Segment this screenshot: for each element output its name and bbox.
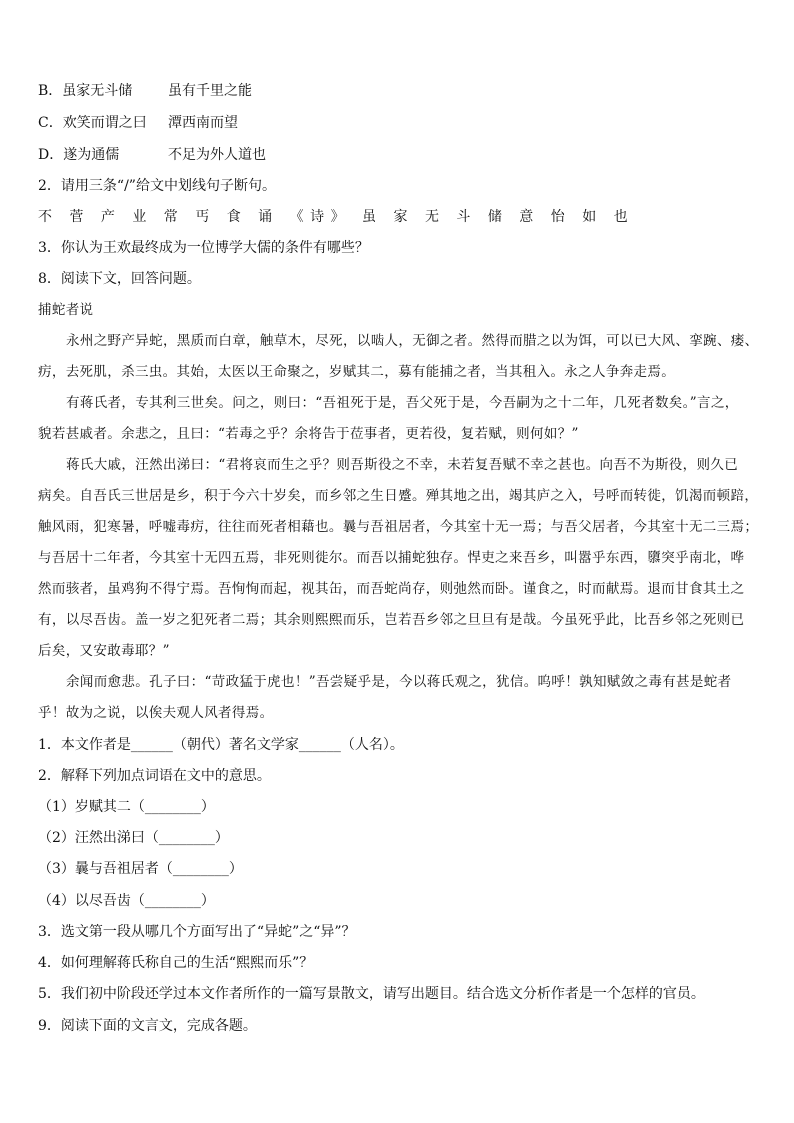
passage-line: 有蒋氏者，专其利三世矣。问之，则曰：“吾祖死于是，吾父死于是，今吾嗣为之十二年，几死者数矣。”言之， — [66, 395, 739, 411]
question-line: 5．我们初中阶段还学过本文作者所作的一篇写景散文，请写出题目。结合选文分析作者是一个怎样的官员。 — [38, 986, 705, 1002]
question-line: （1）岁赋其二（________） — [38, 799, 215, 815]
question-3: 3．你认为王欢最终成为一位博学大儒的条件有哪些？ — [38, 240, 369, 256]
option-d-label: D．遂为通儒 — [38, 147, 120, 163]
passage-line: 病矣。自吾氏三世居是乡，积于今六十岁矣，而乡邻之生日蹙。殚其地之出，竭其庐之入，号呼而转徙，饥渴而顿踣， — [38, 488, 759, 504]
option-d — [38, 145, 756, 165]
passage-line: 后矣，又安敢毒耶？” — [38, 643, 170, 659]
question-line: （2）汪然出涕曰（________） — [38, 830, 229, 846]
passage-line: 与吾居十二年者，今其室十无四五焉，非死则徙尔。而吾以捕蛇独存。悍吏之来吾乡，叫嚣乎东西，隳突乎南北，哗 — [38, 550, 745, 566]
question-line: （4）以尽吾齿（________） — [38, 893, 215, 909]
passage-line: 有，以尽吾齿。盖一岁之犯死者二焉；其余则熙熙而乐，岂若吾乡邻之旦旦有是哉。今虽死乎此，比吾乡邻之死则已 — [38, 612, 745, 628]
passage-line: 触风雨，犯寒暑，呼嘘毒疠，往往而死者相藉也。曩与吾祖居者，今其室十无一焉；与吾父居者，今其室十无二三焉； — [38, 519, 759, 535]
question-line: 4．如何理解蒋氏称自己的生活“熙熙而乐”？ — [38, 955, 314, 971]
passage-line: 然而骇者，虽鸡狗不得宁焉。吾恂恂而起，视其缶，而吾蛇尚存，则弛然而卧。谨食之，时而献焉。退而甘食其土之 — [38, 581, 745, 597]
passage-line: 余闻而愈悲。孔子曰：“苛政猛于虎也！”吾尝疑乎是，今以蒋氏观之，犹信。呜呼！孰知赋敛之毒有甚是蛇者 — [66, 674, 732, 690]
option-b-text: 虽有千里之能 — [168, 83, 252, 99]
question-line: 3．选文第一段从哪几个方面写出了“异蛇”之“异”？ — [38, 924, 356, 940]
option-c-label: C．欢笑而谓之曰 — [38, 115, 147, 131]
question-line: 9．阅读下面的文言文，完成各题。 — [38, 1018, 257, 1034]
option-b — [38, 81, 756, 101]
question-line: （3）曩与吾祖居者（________） — [38, 861, 243, 877]
question-2-sentence: 不 菅 产 业 常 丐 食 诵 《诗》 虽 家 无 斗 储 意 怡 如 也 — [38, 209, 635, 225]
passage-line: 疠，去死肌，杀三虫。其始，太医以王命聚之，岁赋其二，募有能捕之者，当其租入。永之人争奔走焉。 — [38, 364, 676, 380]
question-line: 1．本文作者是______（朝代）著名文学家______（人名）。 — [38, 737, 404, 753]
option-c — [38, 113, 756, 133]
passage-line: 蒋氏大戚，汪然出涕曰：“君将哀而生之乎？则吾斯役之不幸，未若复吾赋不幸之甚也。向吾不为斯役，则久已 — [66, 457, 739, 473]
passage-line: 乎！故为之说，以俟夫观人风者得焉。 — [38, 705, 274, 721]
question-2: 2．请用三条“/”给文中划线句子断句。 — [38, 178, 276, 194]
option-c-text: 潭西南而望 — [168, 115, 238, 131]
option-b-label: B．虽家无斗储 — [38, 83, 133, 99]
option-d-text: 不足为外人道也 — [168, 147, 266, 163]
passage-line: 永州之野产异蛇，黑质而白章，触草木，尽死，以啮人，无御之者。然得而腊之以为饵，可以已大风、挛踠、瘘、 — [66, 333, 759, 349]
passage-line: 貌若甚戚者。余悲之，且曰：“若毒之乎？余将告于莅事者，更若役，复若赋，则何如？” — [38, 426, 579, 442]
passage-title: 捕蛇者说 — [38, 302, 94, 318]
question-line: 2．解释下列加点词语在文中的意思。 — [38, 768, 271, 784]
question-8: 8．阅读下文，回答问题。 — [38, 271, 201, 287]
